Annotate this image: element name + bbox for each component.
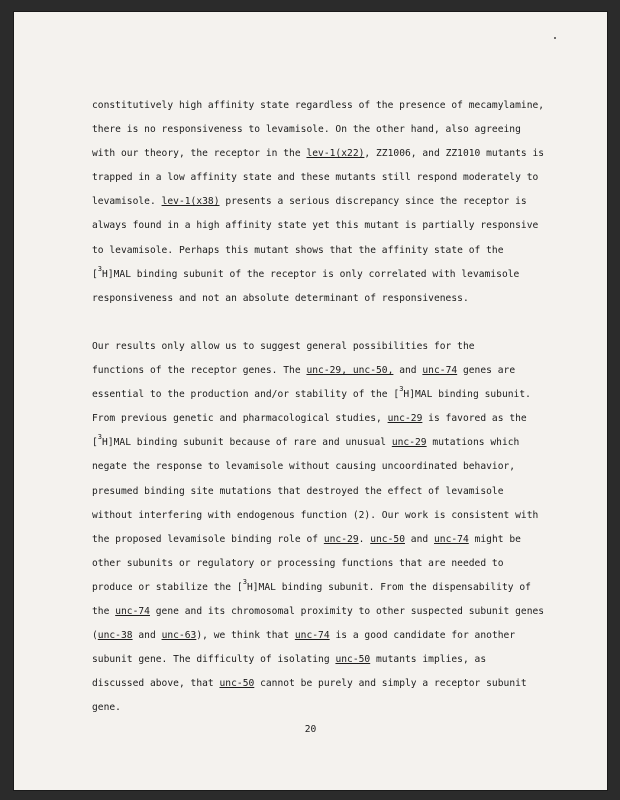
underlined-term: unc-29, unc-50, bbox=[306, 365, 394, 377]
underlined-term: lev-1(x38) bbox=[161, 196, 220, 208]
underlined-term: lev-1(x22) bbox=[306, 148, 365, 160]
superscript: 3 bbox=[97, 264, 103, 273]
text-run: functions of the receptor genes. The bbox=[92, 365, 307, 377]
underlined-term: unc-38 bbox=[97, 630, 133, 642]
superscript: 3 bbox=[242, 577, 247, 586]
text-run: mutants implies, as bbox=[370, 654, 487, 666]
text-run: gene and its chromosomal proximity to other suspected subunit genes bbox=[149, 605, 545, 617]
text-line bbox=[92, 118, 562, 142]
text-run: , ZZ1006, and ZZ1010 mutants is bbox=[364, 148, 545, 160]
underlined-term: unc-74 bbox=[433, 533, 469, 545]
text-run: Our results only allow us to suggest general possibilities for the bbox=[92, 340, 475, 352]
underlined-term: unc-29 bbox=[323, 533, 359, 545]
text-line bbox=[92, 648, 562, 672]
text-run: ( bbox=[92, 630, 98, 642]
paragraph-gap bbox=[92, 311, 562, 335]
document-page bbox=[14, 12, 607, 790]
text-run: trapped in a low affinity state and these mutants still respond moderately to bbox=[92, 172, 539, 184]
text-run: there is no responsiveness to levamisole. On the other hand, also agreeing bbox=[92, 124, 521, 136]
text-run: essential to the production and/or stability of the [ bbox=[92, 389, 400, 401]
text-run: and bbox=[405, 533, 434, 545]
text-line bbox=[92, 142, 562, 166]
text-line bbox=[92, 455, 562, 479]
text-run: From previous genetic and pharmacological studies, bbox=[92, 413, 388, 425]
text-run: presents a serious discrepancy since the receptor is bbox=[219, 196, 527, 208]
text-line bbox=[92, 166, 562, 190]
superscript: 3 bbox=[399, 385, 404, 394]
text-run: with our theory, the receptor in the bbox=[92, 148, 307, 160]
underlined-term: unc-63 bbox=[161, 630, 197, 642]
text-run: and bbox=[393, 365, 423, 377]
underlined-term: unc-29 bbox=[387, 413, 423, 425]
text-line bbox=[92, 407, 562, 431]
text-run: H]MAL binding subunit of the receptor is only correlated with levamisole bbox=[102, 268, 520, 280]
text-run: the proposed levamisole binding role of bbox=[92, 533, 324, 545]
text-run: responsiveness and not an absolute determinant of responsiveness. bbox=[92, 292, 469, 304]
paper-speck bbox=[554, 37, 556, 39]
text-line bbox=[92, 359, 562, 383]
text-run: is a good candidate for another bbox=[329, 630, 516, 642]
body-text bbox=[92, 94, 562, 720]
text-run: subunit gene. The difficulty of isolating bbox=[92, 654, 336, 666]
text-line bbox=[92, 480, 562, 504]
text-run: and bbox=[132, 630, 162, 642]
text-line bbox=[92, 287, 562, 311]
underlined-term: unc-74 bbox=[422, 365, 458, 377]
text-line bbox=[92, 504, 562, 528]
text-run: gene. bbox=[92, 702, 121, 714]
text-run: cannot be purely and simply a receptor subunit bbox=[254, 678, 527, 690]
underlined-term: unc-50 bbox=[335, 654, 371, 666]
text-run: discussed above, that bbox=[92, 678, 220, 690]
underlined-term: unc-50 bbox=[370, 533, 405, 545]
text-line bbox=[92, 672, 562, 696]
underlined-term: unc-74 bbox=[294, 630, 330, 642]
text-line bbox=[92, 335, 562, 359]
text-run: other subunits or regulatory or processing functions that are needed to bbox=[92, 557, 504, 569]
text-run: . bbox=[358, 533, 371, 545]
text-line bbox=[92, 383, 562, 407]
text-run: without interfering with endogenous function (2). Our work is consistent with bbox=[92, 509, 539, 521]
text-line bbox=[92, 696, 562, 720]
text-line bbox=[92, 431, 562, 455]
text-run: genes are bbox=[457, 365, 516, 377]
text-run: might be bbox=[468, 533, 521, 545]
text-run: H]MAL binding subunit. bbox=[403, 389, 531, 401]
text-run: levamisole. bbox=[92, 196, 162, 208]
text-run: the bbox=[92, 605, 116, 617]
text-line bbox=[92, 552, 562, 576]
underlined-term: unc-74 bbox=[115, 605, 150, 617]
text-run: ), we think that bbox=[196, 630, 295, 642]
text-run: to levamisole. Perhaps this mutant shows that the affinity state of the bbox=[92, 244, 504, 256]
text-line bbox=[92, 239, 562, 263]
text-run: H]MAL binding subunit. From the dispensability of bbox=[246, 581, 531, 593]
text-run: is favored as the bbox=[422, 413, 527, 425]
text-line bbox=[92, 624, 562, 648]
underlined-term: unc-50 bbox=[219, 678, 255, 690]
text-line bbox=[92, 94, 562, 118]
text-line bbox=[92, 528, 562, 552]
text-run: always found in a high affinity state yet this mutant is partially responsive bbox=[92, 220, 539, 232]
text-run: constitutively high affinity state regardless of the presence of mecamylamine, bbox=[92, 100, 545, 111]
text-line bbox=[92, 263, 562, 287]
underlined-term: unc-29 bbox=[391, 437, 427, 449]
superscript: 3 bbox=[97, 433, 103, 442]
text-run: [ bbox=[92, 268, 98, 280]
page-number: 20 bbox=[304, 724, 317, 735]
text-line bbox=[92, 600, 562, 624]
text-run: negate the response to levamisole without causing uncoordinated behavior, bbox=[92, 461, 516, 473]
text-line bbox=[92, 190, 562, 214]
text-line bbox=[92, 214, 562, 238]
text-run: [ bbox=[92, 437, 98, 449]
text-run: presumed binding site mutations that destroyed the effect of levamisole bbox=[92, 485, 504, 497]
text-run: produce or stabilize the [ bbox=[92, 581, 243, 593]
text-line bbox=[92, 576, 562, 600]
text-run: mutations which bbox=[426, 437, 520, 449]
text-run: H]MAL binding subunit because of rare and unusual bbox=[102, 437, 392, 449]
